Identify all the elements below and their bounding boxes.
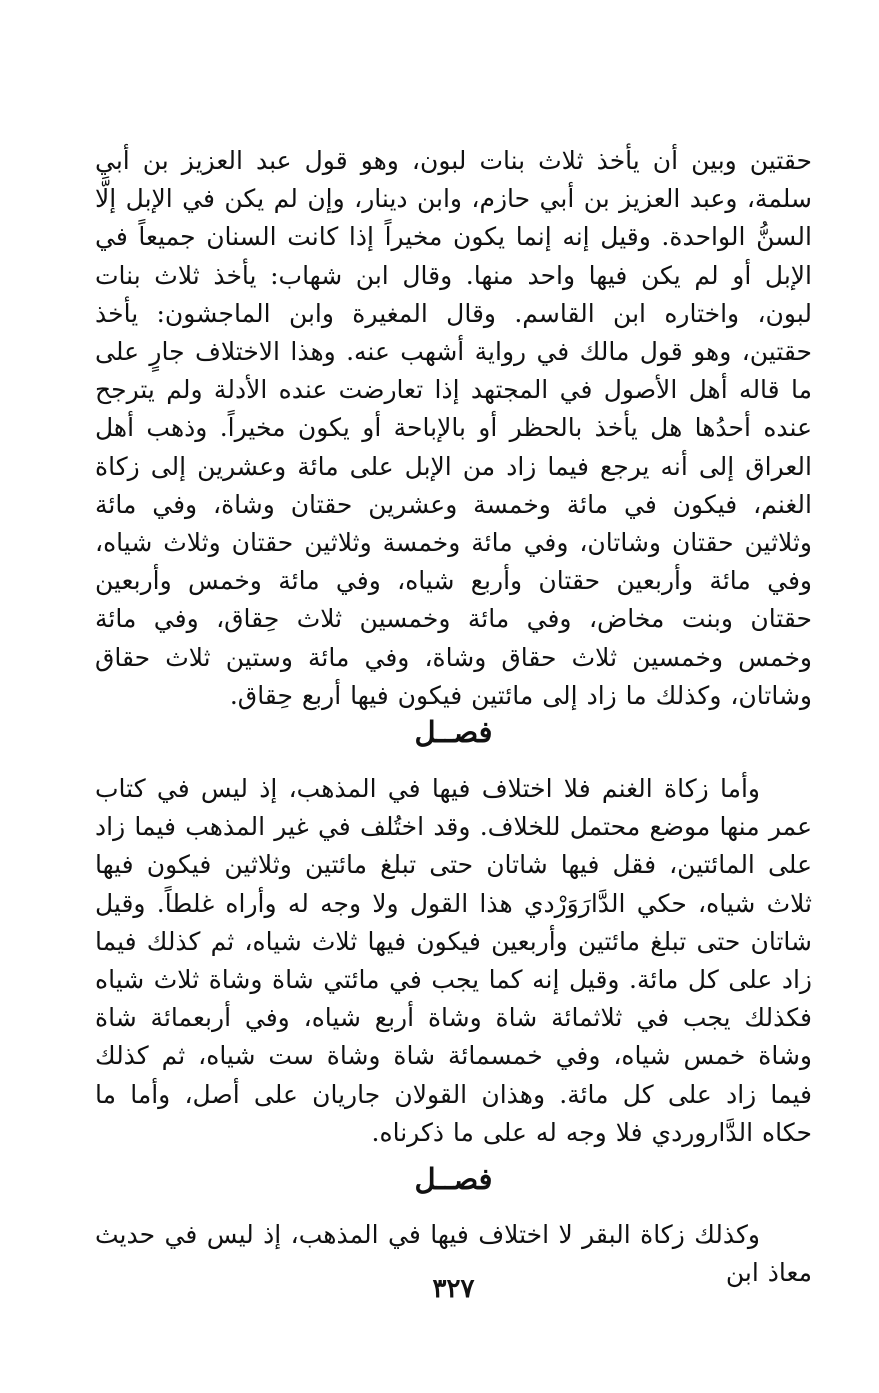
paragraph-sheep-zakat: وأما زكاة الغنم فلا اختلاف فيها في المذهب، إذ ليس في كتاب عمر منها موضع محتمل للخلاف. وقد اختُلف في غير المذهب فيما زاد على المائتين، فقل فيها شاتان حتى تبلغ مائتين وثلاثين فيكون فيها ثلاث شياه، حكي الدَّارَوَرْدي هذا القول ولا وجه له وأراه غلطاً. وقيل شاتان حتى تبلغ مائتين وأربعين فيكون فيها ثلاث شياه، ثم كذلك فيما زاد على كل مائة. وقيل إنه كما يجب في مائتي شاة وشاة ثلاث شياه فكذلك يجب في ثلاثمائة شاة وشاة أربع شياه، وفي أربعمائة شاة وشاة خمس شياه، وفي خمسمائة شاة وشاة ست شياه، ثم كذلك فيما زاد على كل مائة. وهذان القولان جاريان على أصل، وأما ما حكاه الدَّاروردي فلا وجه له على ما ذكرناه. bbox=[95, 774, 812, 1147]
paragraph-cattle-zakat: وكذلك زكاة البقر لا اختلاف فيها في المذهب، إذ ليس في حديث معاذ ابن bbox=[95, 1220, 812, 1288]
paragraph-camel-zakat: حقتين وبين أن يأخذ ثلاث بنات لبون، وهو قول عبد العزيز بن أبي سلمة، وعبد العزيز بن أبي حازم، وابن دينار، وإن لم يكن في الإبل إلَّا السنُّ الواحدة. وقيل إنه إنما يكون مخيراً إذا كانت السنان جميعاً في الإبل أو لم يكن فيها واحد منها. وقال ابن شهاب: يأخذ ثلاث بنات لبون، واختاره ابن القاسم. وقال المغيرة وابن الماجشون: يأخذ حقتين، وهو قول مالك في رواية أشهب عنه. وهذا الاختلاف جارٍ على ما قاله أهل الأصول في المجتهد إذا تعارضت عنده الأدلة ولم يترجح عنده أحدُها هل يأخذ بالحظر أو بالإباحة أو يكون مخيراً. وذهب أهل العراق إلى أنه يرجع فيما زاد من الإبل على مائة وعشرين إلى زكاة الغنم، فيكون في مائة وخمسة وعشرين حقتان وشاة، وفي مائة وثلاثين حقتان وشاتان، وفي مائة وخمسة وثلاثين حقتان وثلاث شياه، وفي مائة وأربعين حقتان وأربع شياه، وفي مائة وخمس وأربعين حقتان وبنت مخاض، وفي مائة وخمسين ثلاث حِقاق، وفي مائة وخمس وخمسين ثلاث حقاق وشاة، وفي مائة وستين ثلاث حقاق وشاتان، وكذلك ما زاد إلى مائتين فيكون فيها أربع حِقاق. bbox=[95, 146, 812, 710]
page-number: ٣٢٧ bbox=[432, 1274, 475, 1304]
section-heading-2: فصــل bbox=[414, 1162, 493, 1196]
section-heading-1: فصــل bbox=[414, 715, 493, 749]
